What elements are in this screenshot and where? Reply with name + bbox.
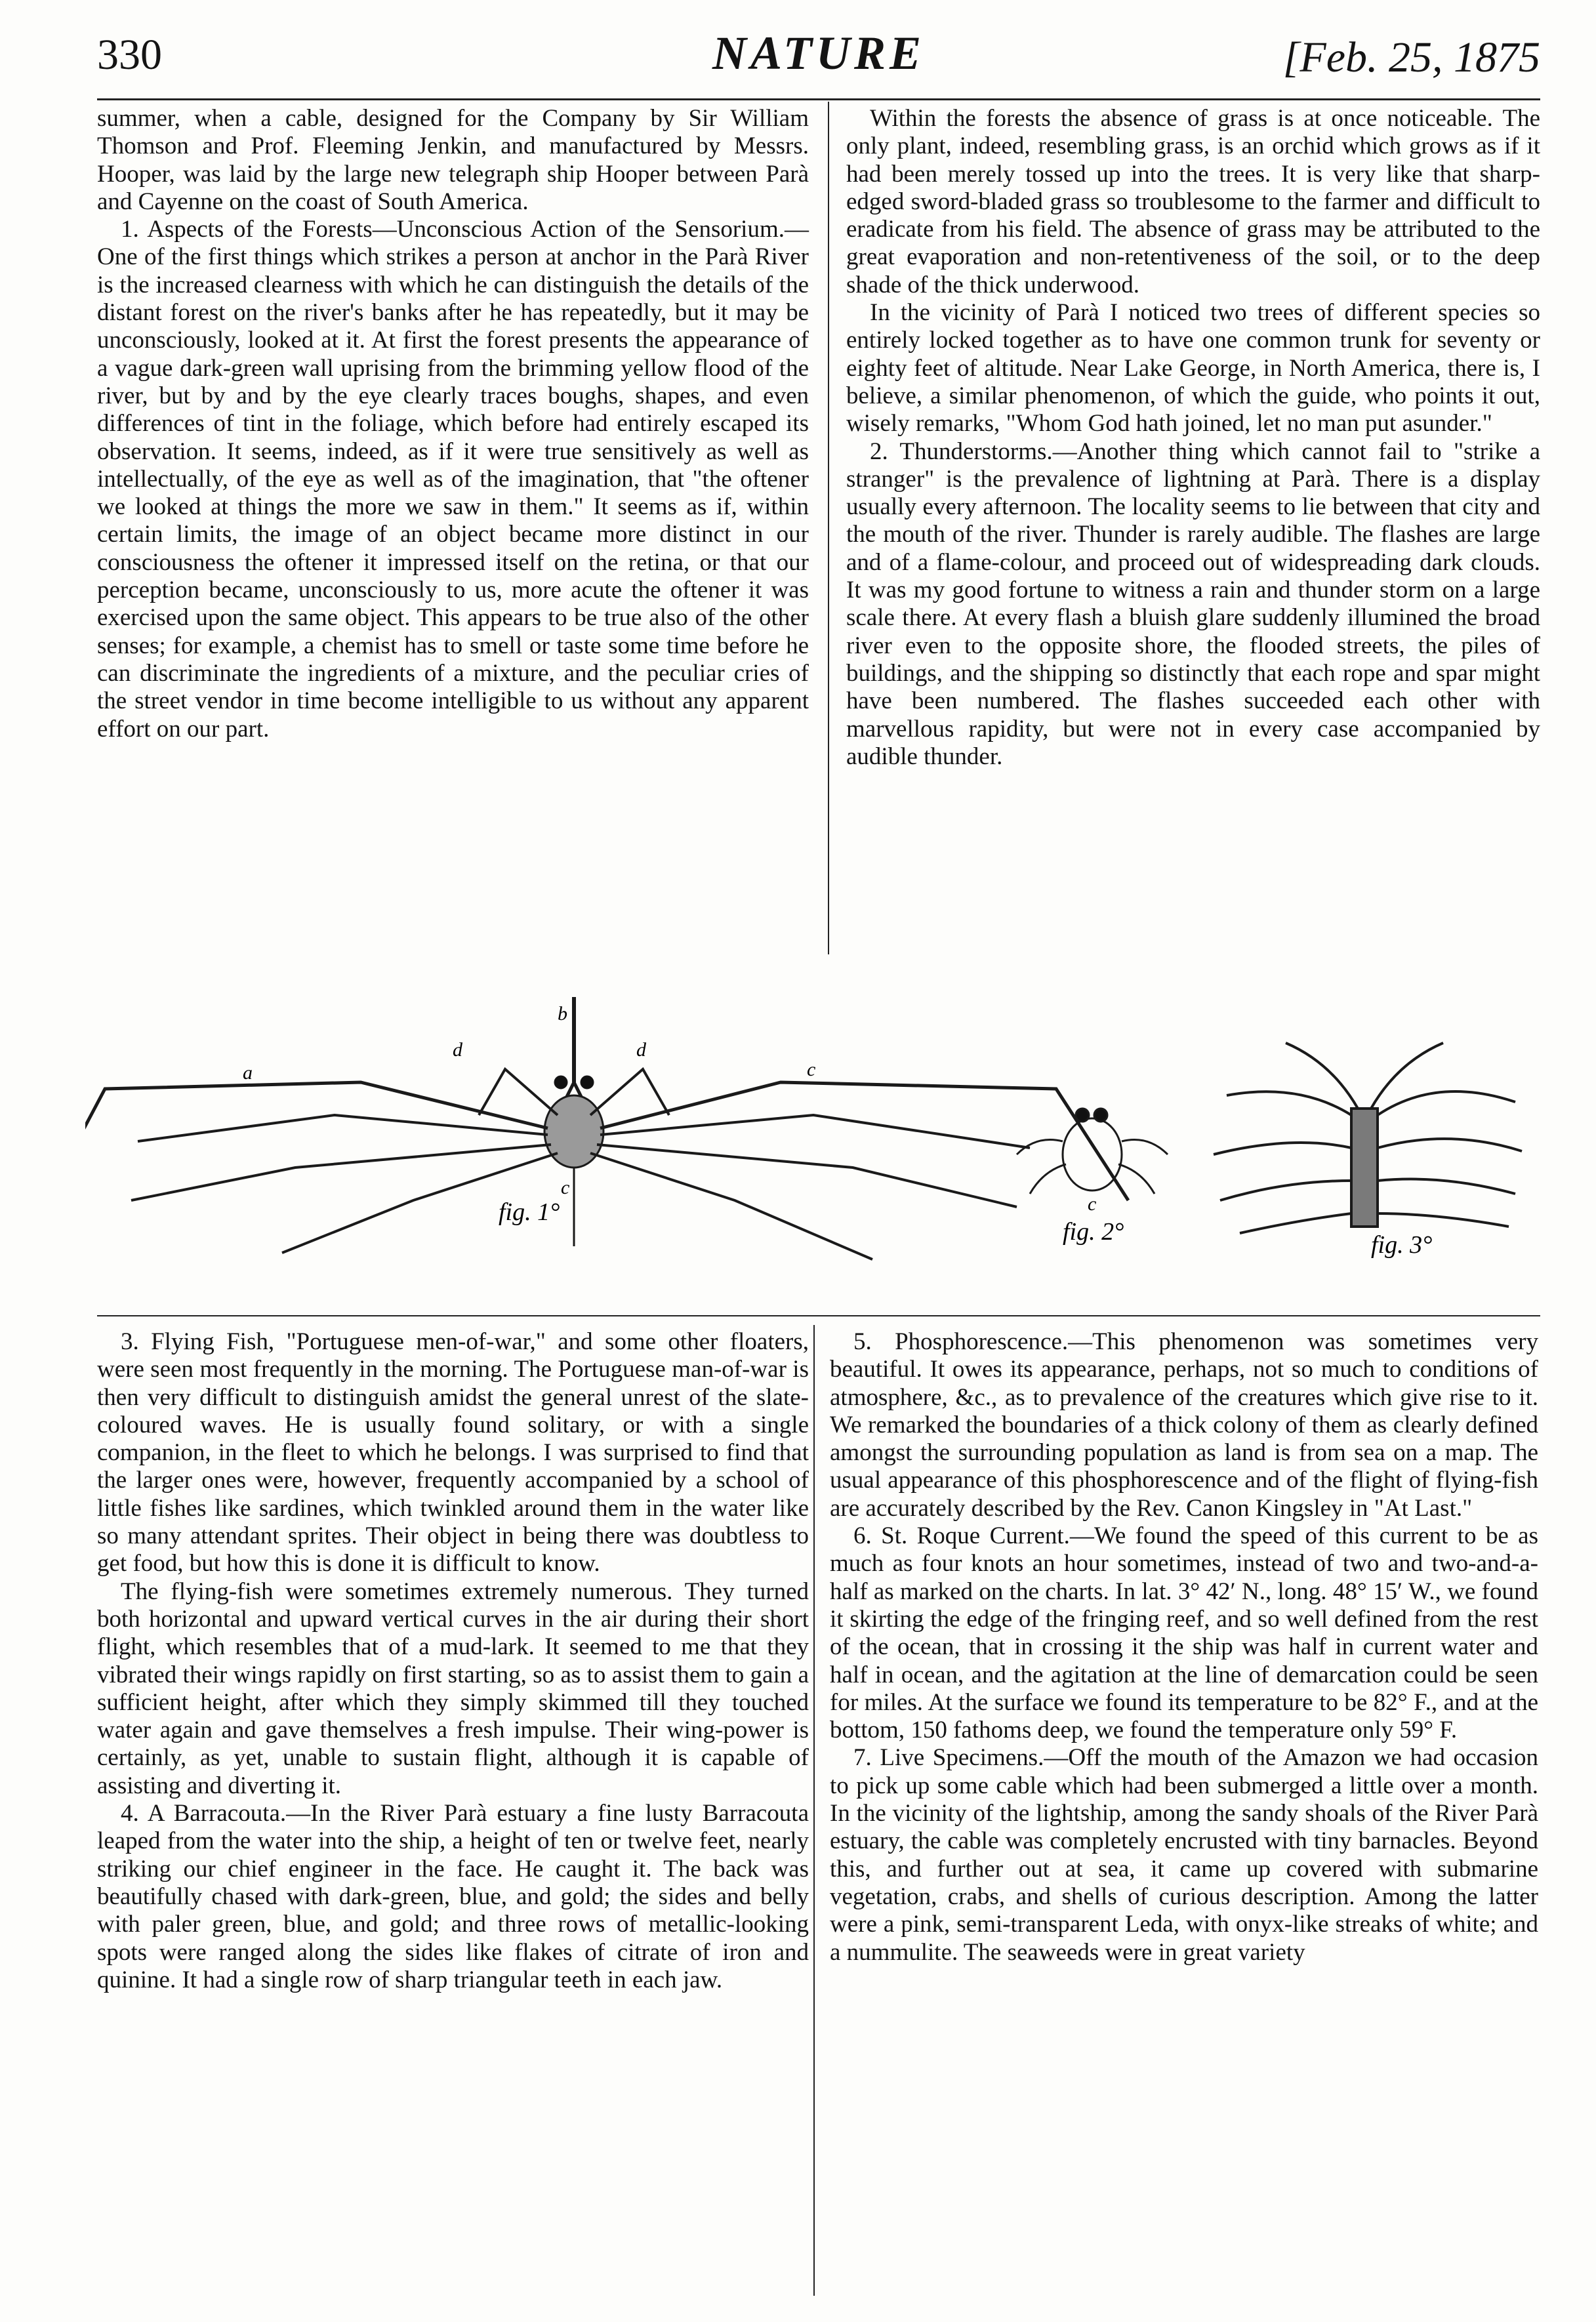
label-d1: d — [453, 1039, 462, 1061]
paragraph: 5. Phosphorescence.—This phenomenon was sometimes very beautiful. It owes its appearance, perhaps, not so much to conditions of atmosphere, &c., as to prevalence of the creatures which give rise to it. We remarked the boundaries of a thick colony of them as clearly defined amongst the surrounding population as land is from sea on a map. The usual appearance of this phosphorescence and of the flight of flying-fish are accurately described by the Rev. Canon Kingsley in "At Last." — [830, 1328, 1538, 1522]
column-bottom-right — [830, 1328, 1538, 2299]
figures-illustration — [85, 984, 1528, 1312]
paragraph: 6. St. Roque Current.—We found the speed of this current to be as much as four knots an hour sometimes, instead of two and two-and-a-half as marked on the charts. In lat. 3° 42′ N., long. 48° 15′ W., we found it skirting the edge of the fringing reef, and so well defined from the rest of the ocean, that in crossing it the ship was half in current water and half in ocean, and the agitation at the line of demarcation could be seen for miles. At the surface we found its temperature to be 82° F., and at the bottom, 150 fathoms deep, we found the temperature only 59° F. — [830, 1522, 1538, 1744]
column-top-left — [97, 105, 809, 945]
journal-title: NATURE — [712, 27, 926, 79]
paragraph: 4. A Barracouta.—In the River Parà estuary a fine lusty Barracouta leaped from the water into the ship, a height of ten or twelve feet, nearly striking our chief engineer in the face. He caught it. The back was beautifully chased with dark-green, blue, and gold; the sides and belly with paler green, blue, and gold; and three rows of metallic-looking spots were ranged along the sides like flakes of citrate of iron and quinine. It had a single row of sharp triangular teeth in each jaw. — [97, 1800, 809, 1993]
figure-3-legs-detail — [1214, 1043, 1522, 1233]
label-d2: d — [636, 1039, 646, 1061]
paragraph: 3. Flying Fish, "Portuguese men-of-war," and some other floaters, were seen most frequently in the morning. The Portuguese man-of-war is then very difficult to distinguish amidst the general unrest of the slate-coloured waves. He is usually found solitary, or with a single companion, in the fleet to which he belongs. I was surprised to find that the larger ones were, however, frequently accompanied by a school of little fishes like sardines, which twinkled around them in the water like so many attendant sprites. Their object in being there was doubtless to get food, but how this is done it is difficult to know. — [97, 1328, 809, 1578]
label-c-fig2: c — [1088, 1193, 1097, 1215]
column-divider-bottom — [813, 1325, 815, 2296]
column-top-right — [846, 105, 1540, 958]
paragraph: 7. Live Specimens.—Off the mouth of the Amazon we had occasion to pick up some cable which had been submerged a little over a month. In the vicinity of the lightship, among the sandy shoals of the River Parà estuary, the cable was completely encrusted with tiny barnacles. Beyond this, and further out at sea, it came up covered with submarine vegetation, crabs, and shells of curious description. Among the latter were a pink, semi-transparent Leda, with onyx-like streaks of white; and a nummulite. The seaweeds were in great variety — [830, 1744, 1538, 1966]
fig3-label: fig. 3° — [1371, 1231, 1433, 1259]
paragraph: The flying-fish were sometimes extremely numerous. They turned both horizontal and upward vertical curves in the air during their short flight, which resembles that of a mud-lark. It seemed to me that they vibrated their wings rapidly on first starting, so as to assist them to gain a sufficient height, after which they simply skimmed till they touched water again and gave themselves a fresh impulse. Their wing-power is certainly, as yet, unable to sustain flight, although it is capable of assisting and diverting it. — [97, 1578, 809, 1799]
label-c2: c — [561, 1177, 570, 1198]
issue-date: [Feb. 25, 1875 — [1282, 33, 1540, 81]
paragraph: 2. Thunderstorms.—Another thing which cannot fail to "strike a stranger" is the prevalence of lightning at Parà. There is a display usually every afternoon. The locality seems to lie between that city and the mouth of the river. Thunder is rarely audible. The flashes are large and of a flame-colour, and proceed out of widespreading dark clouds. It was my good fortune to witness a rain and thunder storm on a large scale there. At every flash a bluish glare suddenly illumined the broad river even to the opposite shore, the flooded streets, the piles of buildings, and the shipping so distinctly that each rope and spar might have been numbered. The flashes succeeded each other with marvellous rapidity, but were not in every case accompanied by audible thunder. — [846, 438, 1540, 770]
label-b: b — [558, 1003, 567, 1025]
figure-2-larva — [1017, 1109, 1168, 1194]
label-a: a — [243, 1062, 253, 1084]
header-rule — [97, 98, 1540, 100]
paragraph: Within the forests the absence of grass is at once noticeable. The only plant, indeed, resembling grass, is an orchid which grows as if it had been merely tossed up into the trees. It is very like that sharp-edged sword-bladed grass so troublesome to the farmer and difficult to eradicate from his field. The absence of grass may be attributed to the great evaporation and non-retentiveness of the soil, or to the deep shade of the thick underwood. — [846, 105, 1540, 298]
illustration-svg — [85, 984, 1528, 1312]
paragraph: summer, when a cable, designed for the Company by Sir William Thomson and Prof. Fleeming Jenkin, and manufactured by Messrs. Hooper, was laid by the large new telegraph ship Hooper between Parà and Cayenne on the coast of South America. — [97, 105, 809, 215]
paragraph: In the vicinity of Parà I noticed two trees of different species so entirely locked together as to have one common trunk for seventy or eighty feet of altitude. Near Lake George, in North America, there is, I believe, a similar phenomenon, of which the guide, who points it out, wisely remarks, "Whom God hath joined, let no man put asunder." — [846, 299, 1540, 438]
fig2-label: fig. 2° — [1063, 1218, 1124, 1246]
page-number: 330 — [97, 31, 162, 79]
figure-bottom-rule — [97, 1315, 1540, 1316]
page-header — [97, 26, 1540, 85]
figure-1-sea-spider — [85, 997, 1128, 1259]
paragraph: 1. Aspects of the Forests—Unconscious Action of the Sensorium.—One of the first things which strikes a person at anchor in the Parà River is the increased clearness with which he can distinguish the details of the distant forest on the river's banks after he has repeatedly, but it may be unconsciously, looked at it. At first the forest presents the appearance of a vague dark-green wall uprising from the brimming yellow flood of the river, but by and by the eye clearly traces boughs, shapes, and even differences of tint in the foliage, which before had entirely escaped its observation. It seems, indeed, as if it were true sensitively as well as intellectually, of the eye as well as of the imagination, that "the oftener we looked at things the more we saw in them." It seems as if, within certain limits, the image of an object became more distinct in our consciousness the oftener it impressed itself on the retina, or that our perception became, unconsciously to us, more acute the oftener it was exercised upon the same object. This appears to be true also of the other senses; for example, a chemist has to smell or taste some time before he can discriminate the ingredients of a mixture, and the peculiar cries of the street vendor in time become intelligible to us without any apparent effort on our part. — [97, 216, 809, 743]
column-bottom-left — [97, 1328, 809, 2279]
fig1-label: fig. 1° — [499, 1198, 560, 1226]
label-c1: c — [807, 1059, 816, 1080]
column-divider-top — [828, 102, 829, 954]
